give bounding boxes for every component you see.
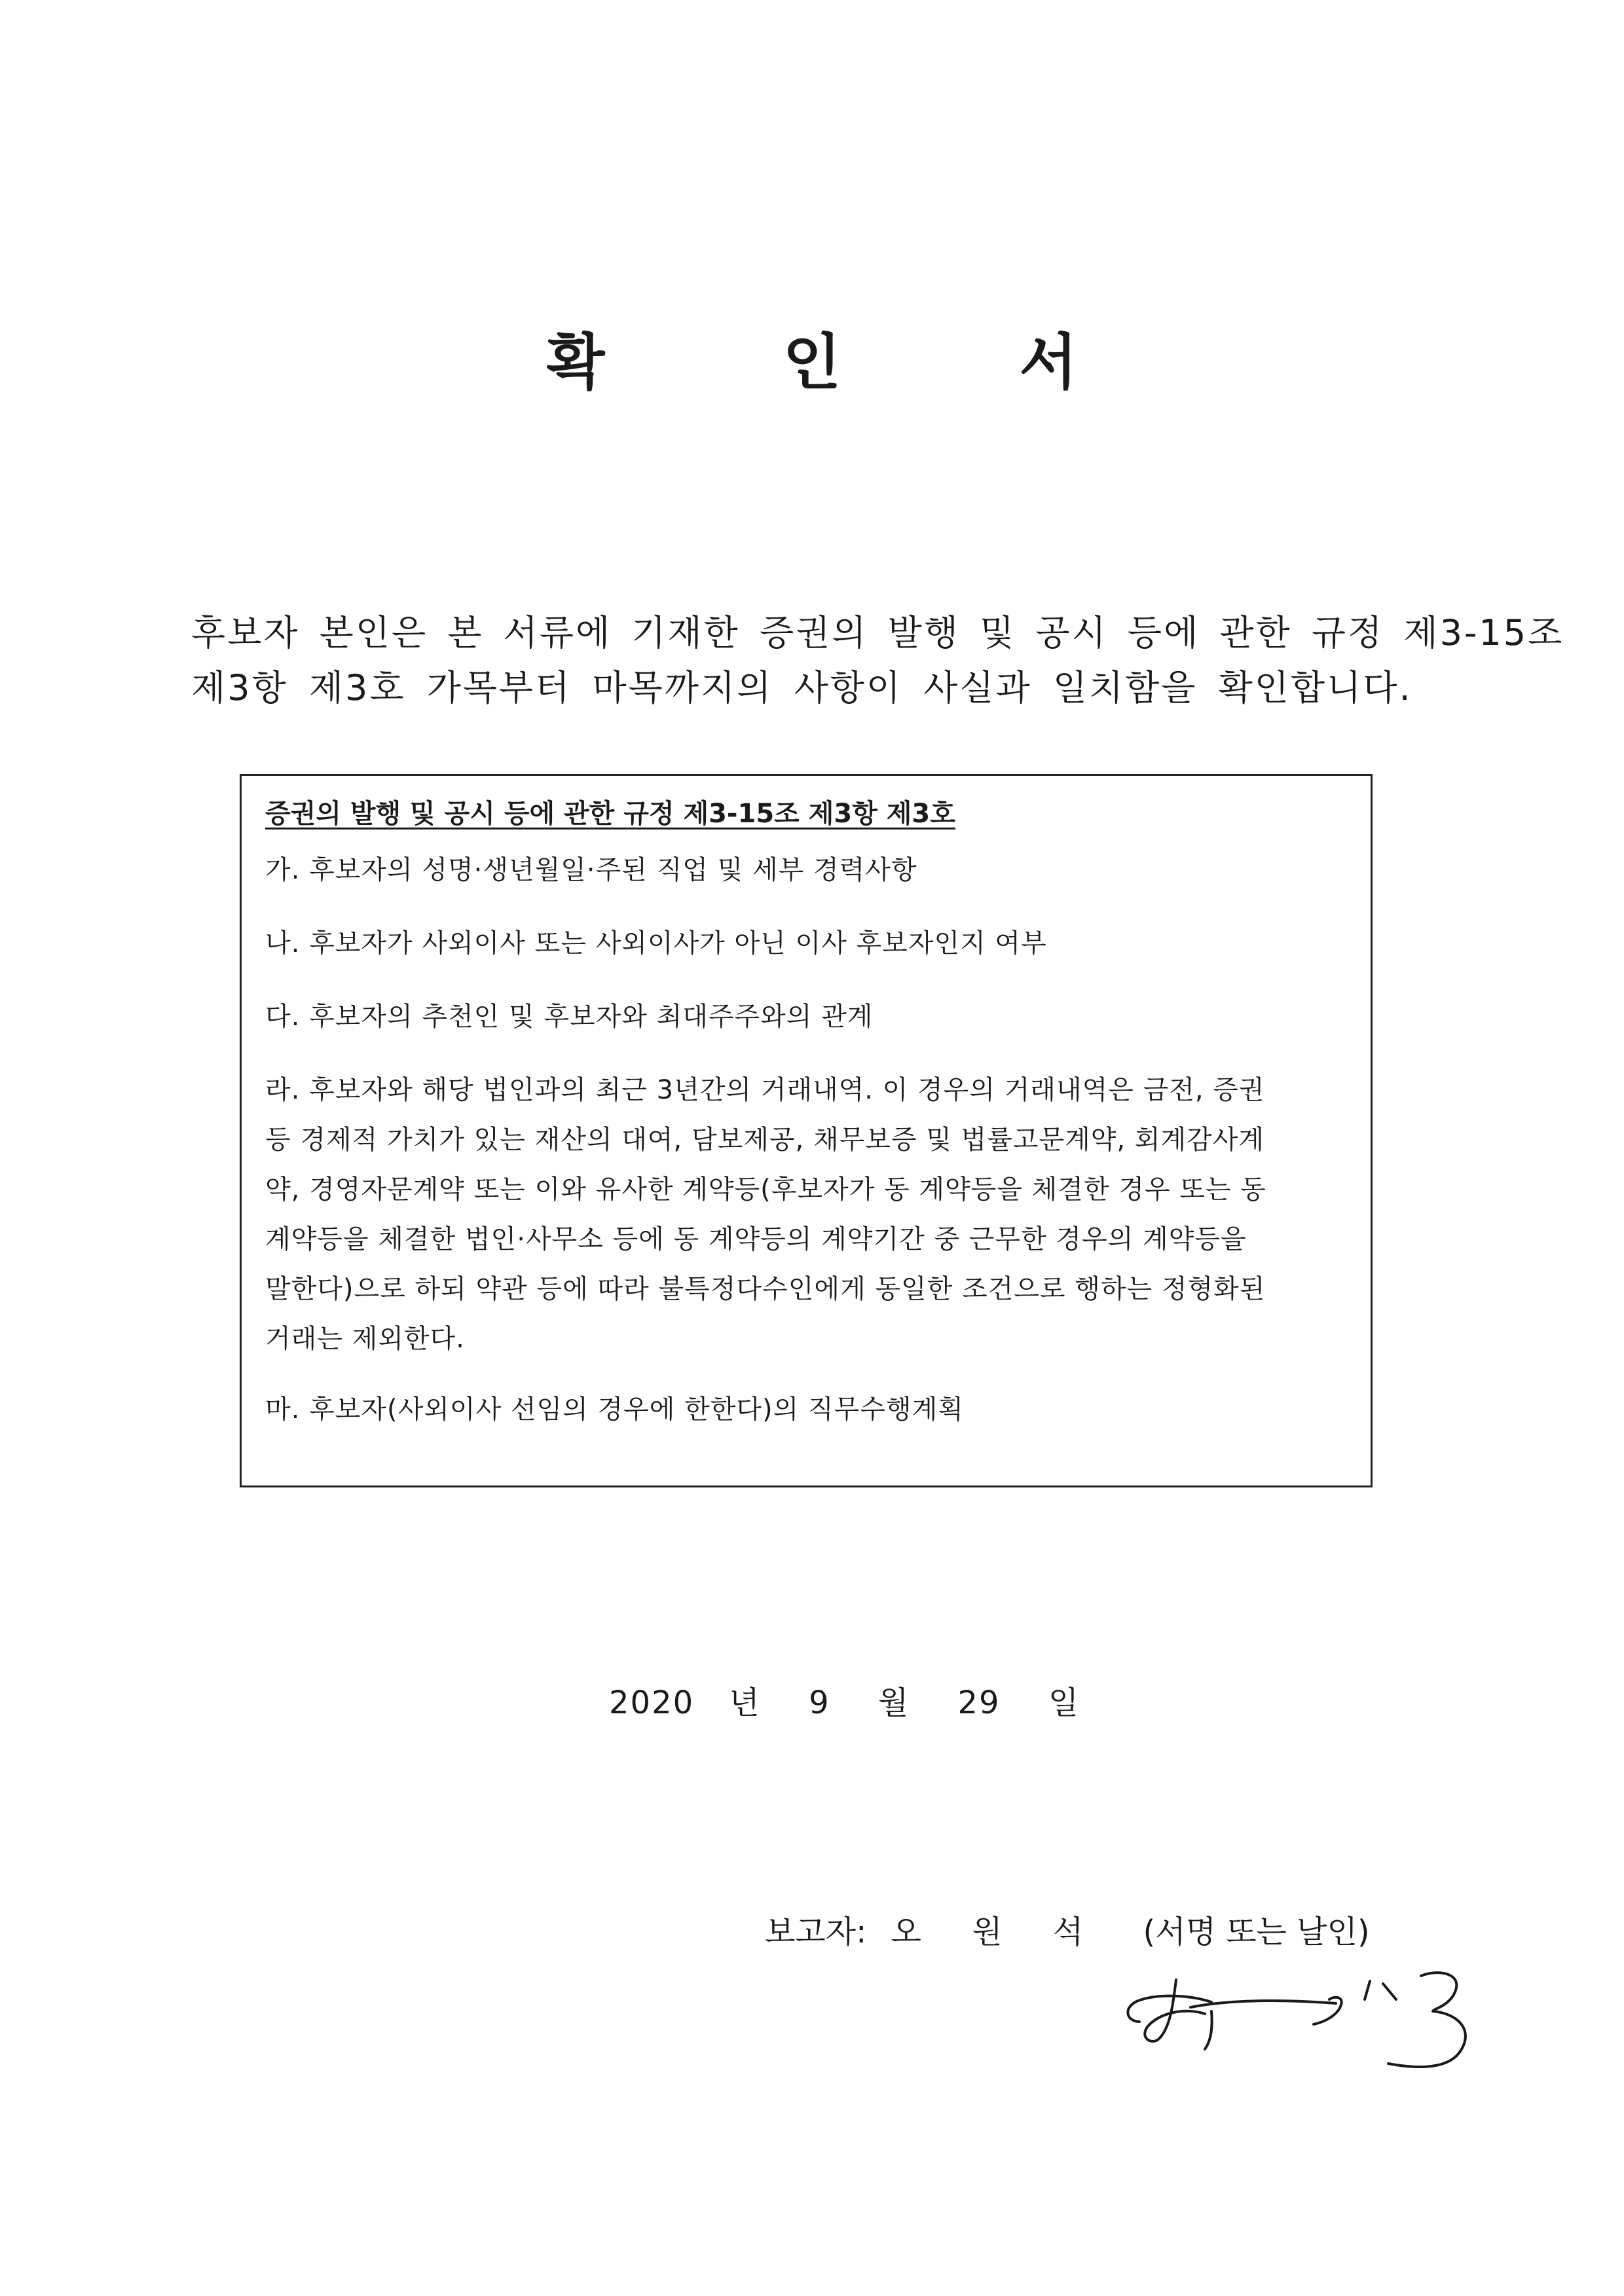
reporter-name-char: 오 (891, 1914, 921, 1950)
regulation-item-ga: 가. 후보자의 성명·생년월일·주된 직업 및 세부 경력사항 (265, 855, 917, 885)
reporter-name-char: 원 (972, 1914, 1003, 1950)
regulation-heading: 증권의 발행 및 공시 등에 관한 규정 제3-15조 제3항 제3호 (265, 799, 955, 829)
reporter-line (765, 1906, 1370, 1952)
regulation-item-na: 나. 후보자가 사외이사 또는 사외이사가 아닌 이사 후보자인지 여부 (265, 928, 1047, 958)
reporter-name-char: 석 (1052, 1914, 1084, 1950)
regulation-item-ra-line: 말한다)으로 하되 약관 등에 따라 불특정다수인에게 동일한 조건으로 행하는 정형화된 (265, 1274, 1266, 1304)
handwritten-signature (1113, 1961, 1480, 2079)
intro-line-1: 후보자 본인은 본 서류에 기재한 증권의 발행 및 공시 등에 관한 규정 제3-15조 (191, 612, 1564, 653)
signature-note: (서명 또는 날인) (1143, 1914, 1370, 1950)
document-title: 확 인 서 (546, 327, 1156, 397)
regulation-item-da: 다. 후보자의 추천인 및 후보자와 최대주주와의 관계 (265, 1002, 874, 1032)
date-year: 2020 (609, 1685, 695, 1721)
date-month: 9 (809, 1685, 830, 1721)
regulation-item-ra-line: 등 경제적 가치가 있는 재산의 대여, 담보제공, 채무보증 및 법률고문계약, 회계감사계 (265, 1125, 1265, 1155)
regulation-item-ma: 마. 후보자(사외이사 선임의 경우에 한한다)의 직무수행계획 (265, 1394, 964, 1425)
document-date (609, 1677, 1080, 1722)
regulation-item-ra-line: 라. 후보자와 해당 법인과의 최근 3년간의 거래내역. 이 경우의 거래내역은 금전, 증권 (265, 1075, 1265, 1105)
regulation-item-ra-line: 거래는 제외한다. (265, 1324, 465, 1354)
regulation-item-ra-line: 계약등을 체결한 법인·사무소 등에 동 계약등의 계약기간 중 근무한 경우의 계약등을 (265, 1224, 1247, 1254)
reporter-label: 보고자: (765, 1914, 867, 1950)
regulation-box (240, 774, 1373, 1487)
date-day-label: 일 (1048, 1685, 1080, 1721)
date-day: 29 (957, 1685, 1001, 1721)
date-year-label: 년 (729, 1685, 761, 1721)
date-month-label: 월 (877, 1685, 910, 1721)
intro-line-2: 제3항 제3호 가목부터 마목까지의 사항이 사실과 일치함을 확인합니다. (191, 667, 1412, 708)
regulation-item-ra-line: 약, 경영자문계약 또는 이와 유사한 계약등(후보자가 동 계약등을 체결한 경우 또는 동 (265, 1175, 1266, 1205)
